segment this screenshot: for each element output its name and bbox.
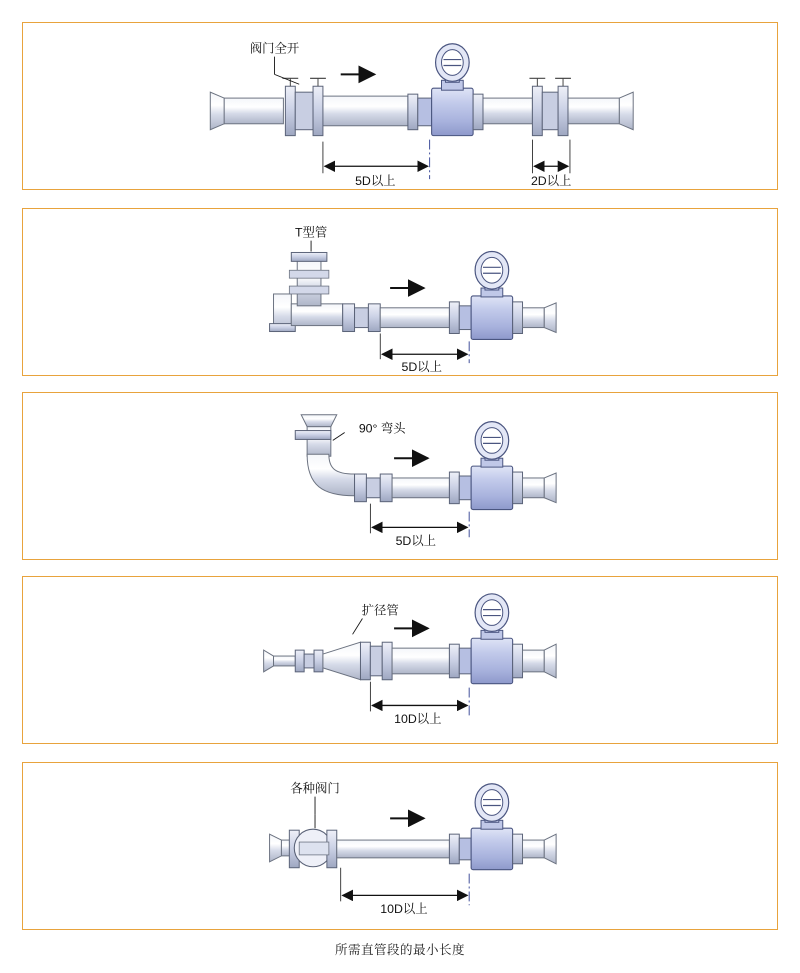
t-pipe-fitting [270,252,343,331]
panel-various-valves [22,762,778,930]
flowmeter-assembly [449,784,556,870]
figure-t-pipe [23,209,777,375]
figure-various-valves [23,763,777,929]
leader-line [275,74,300,84]
figure-90-elbow [23,393,777,559]
valve-fully-open [282,78,325,135]
label-5d-upstream: 5D以上 [401,360,442,375]
label-10d-upstream: 10D以上 [394,712,442,727]
label-10d-upstream: 10D以上 [380,902,428,917]
dimension-upstream [370,682,467,727]
label-5d-upstream: 5D以上 [395,534,437,549]
pipe-run [392,648,449,674]
panel-expander [22,576,778,744]
leader-line [333,433,345,441]
label-t-pipe: T型管 [294,225,328,240]
transmitter-head-icon [475,784,509,823]
flowmeter-assembly [449,251,556,339]
label-5d-upstream: 5D以上 [355,174,396,189]
label-2d-downstream: 2D以上 [530,174,572,189]
transmitter-head-icon [475,594,509,633]
label-90-elbow: 90° 弯头 [358,421,406,436]
downstream-flange-pair [529,78,571,135]
dimension-upstream [341,868,467,916]
pipe-run [343,304,450,332]
label-expander: 扩径管 [361,603,399,618]
flowmeter-assembly [408,44,483,136]
dimension-upstream [323,142,428,188]
generic-valve [289,829,336,868]
dimension-upstream [370,504,467,549]
leader-line [353,619,363,635]
transmitter-head-icon [475,251,509,290]
panel-t-pipe [22,208,778,376]
transmitter-head-icon [436,44,470,83]
pipe-run [337,840,450,858]
dimension-upstream [380,334,467,375]
dimension-downstream [531,140,571,188]
flowmeter-assembly [449,594,556,684]
figure-valve-fully-open [23,23,777,189]
pipe-run [355,474,450,502]
transmitter-head-icon [475,422,509,461]
panel-valve-fully-open [22,22,778,190]
figure-caption: 所需直管段的最小长度 [334,943,465,957]
elbow-90-fitting [295,415,354,496]
figure-expander [23,577,777,743]
panel-90-elbow [22,392,778,560]
flowmeter-assembly [449,422,556,510]
label-valve-fully-open: 阀门全开 [249,41,300,56]
expander-fitting [264,642,392,680]
label-various-valves: 各种阀门 [290,781,340,796]
